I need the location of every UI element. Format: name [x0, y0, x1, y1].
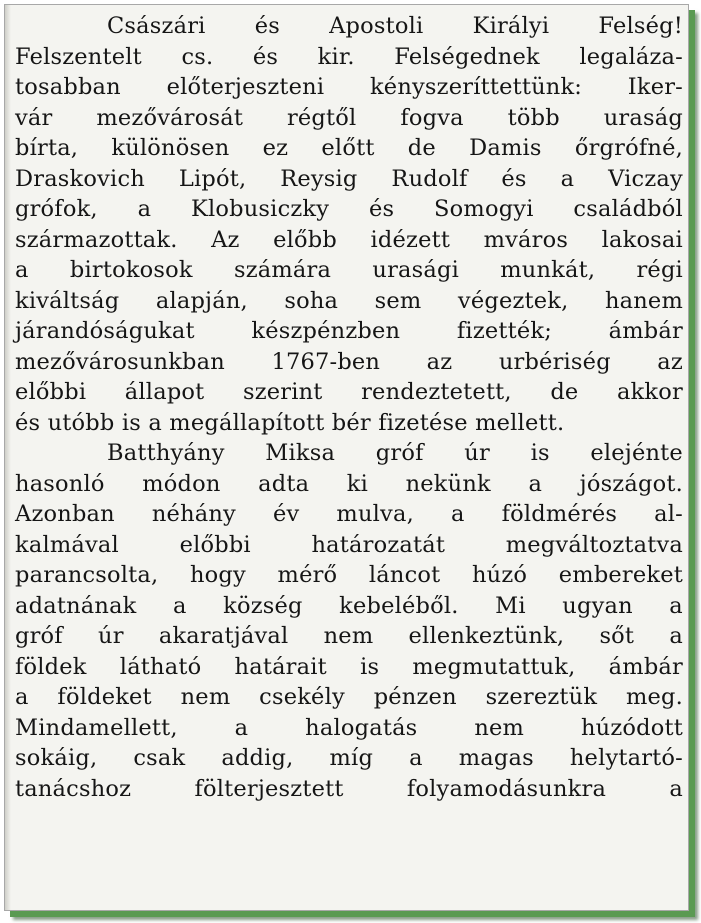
text-line: Császári és Apostoli Királyi Felség! — [107, 13, 683, 39]
text-line: Mindamellett, a halogatás nem húzódott — [15, 714, 683, 741]
text-line: vár mezővárosát régtől fogva több uraság — [15, 104, 683, 131]
text-line: Draskovich Lipót, Reysig Rudolf és a Viczay — [15, 165, 683, 192]
text-line: adatnának a község kebeléből. Mi ugyan a — [15, 592, 683, 619]
page-edge-shadow — [5, 5, 11, 910]
text-line: járandóságukat készpénzben fizették; ámbár — [15, 318, 683, 344]
text-line: gróf úr akaratjával nem ellenkeztünk, sőt a — [15, 623, 683, 649]
text-line: hasonló módon adta ki nekünk a jószágot. — [15, 470, 683, 497]
text-line: Azonban néhány év mulva, a földmérés al- — [15, 501, 683, 527]
scanned-page — [4, 4, 689, 911]
text-line: származottak. Az előbb idézett mváros lakosai — [15, 226, 683, 253]
text-line: Felszentelt cs. és kir. Felségednek legaláza- — [15, 43, 683, 70]
text-line: a földeket nem csekély pénzen szereztük meg. — [15, 684, 683, 710]
text-line: földek látható határait is megmutattuk, ámbár — [15, 653, 683, 680]
text-line: grófok, a Klobusiczky és Somogyi családból — [15, 196, 683, 222]
text-line: sokáig, csak addig, míg a magas helytartó- — [15, 745, 683, 771]
text-line: parancsolta, hogy mérő láncot húzó embereket — [15, 562, 683, 588]
text-line: előbbi állapot szerint rendeztetett, de akkor — [15, 379, 683, 405]
text-line: kalmával előbbi határozatát megváltoztatva — [15, 531, 683, 558]
text-line: bírta, különösen ez előtt de Damis őrgrófné, — [15, 135, 683, 161]
text-line: tanácshoz fölterjesztett folyamodásunkra a — [15, 775, 683, 802]
text-line: és utóbb is a megállapított bér fizetése mellett. — [15, 409, 565, 436]
text-line: a birtokosok számára urasági munkát, régi — [15, 257, 683, 283]
document-text — [15, 11, 683, 804]
text-line: tosabban előterjeszteni kényszeríttettünk: Iker- — [15, 74, 683, 100]
text-line: kiváltság alapján, soha sem végeztek, hanem — [15, 287, 683, 314]
text-line: mezővárosunkban 1767-ben az urbériség az — [15, 348, 683, 375]
text-line: Batthyány Miksa gróf úr is elejénte — [107, 440, 683, 466]
